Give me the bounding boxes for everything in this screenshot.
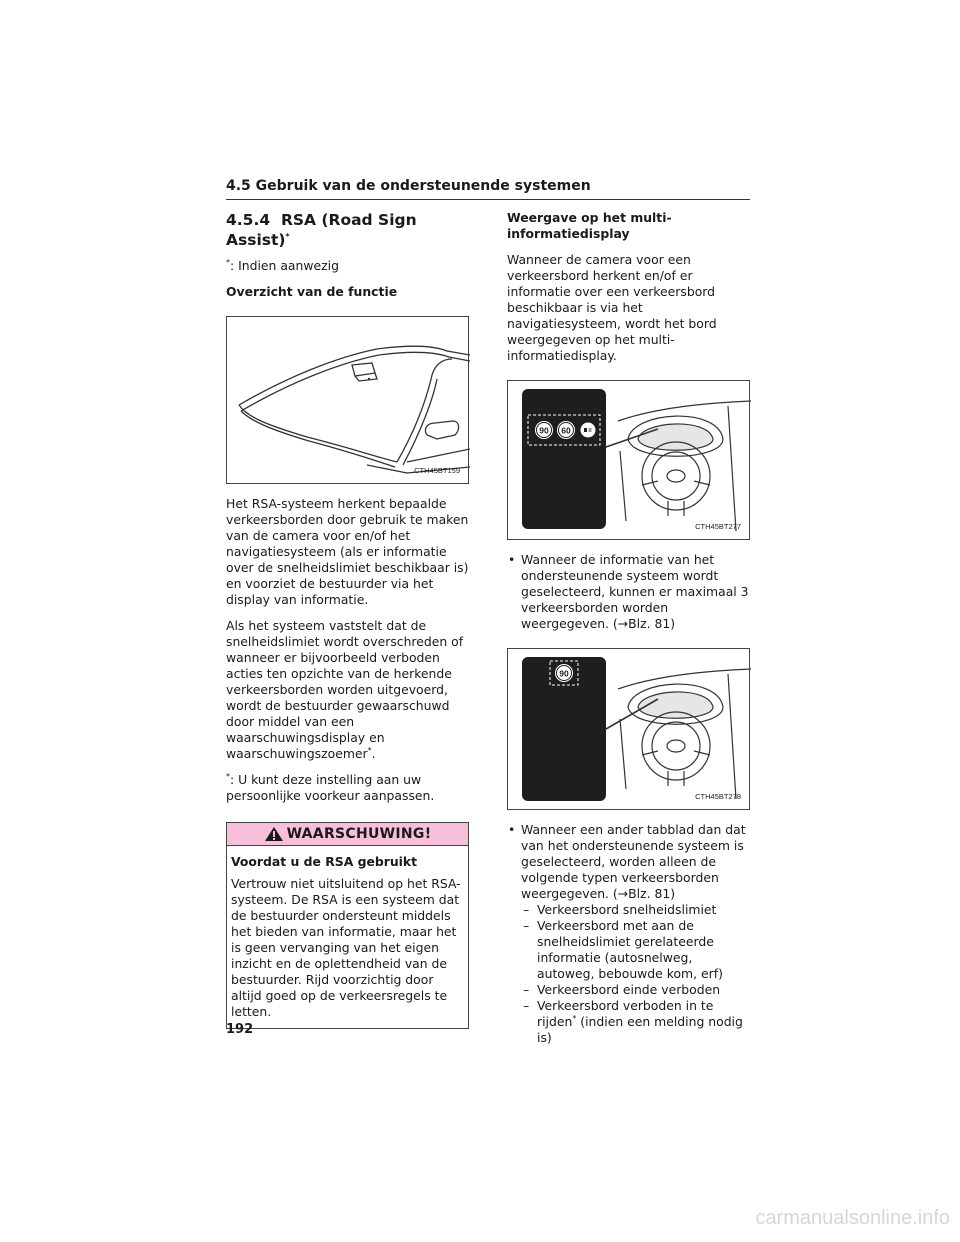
figure-label: CTH45BT278 — [695, 792, 741, 801]
warning-subheading: Voordat u de RSA gebruikt — [231, 854, 418, 869]
bullet-max-three-signs: • Wanneer de informatie van het ondersteunende systeem wordt geselecteerd, kunnen er maximaal 3 verkeersborden worden weergegeven. (→Blz. 81) — [507, 552, 750, 632]
display-intro: Wanneer de camera voor een verkeersbord herkent en/of er informatie over een verkeersbord beschikbaar is via het navigatiesysteem, wordt het bord weergegeven op het multi-informatiedisplay. — [507, 252, 717, 363]
windshield-drawing — [227, 317, 470, 483]
footnote-setting: *: U kunt deze instelling aan uw persoonlijke voorkeur aanpassen. — [226, 771, 435, 803]
heading-marker: * — [285, 231, 290, 241]
footnote-presence: *: Indien aanwezig — [226, 257, 339, 273]
section-header: 4.5 Gebruik van de ondersteunende systemen — [226, 178, 750, 200]
sign-types-list — [521, 902, 750, 1046]
bullet-other-tab: • Wanneer een ander tabblad dan dat van het ondersteunende systeem is geselecteerd, worden alleen de volgende typen verkeersborden weergegeven. (→Blz. 81) – Verkeersbord snelheidslimiet – Verkeersbord met aan de snelheidslimiet gerelateerde informatie (autosnelweg, autoweg, bebouwde kom, erf) – Verkeersbord einde verboden – Verkeersbord verboden in te rijden* (indien een melding nodig is) — [507, 822, 750, 1046]
watermark: carmanualsonline.info — [755, 1207, 950, 1229]
bullet-list — [507, 822, 750, 1046]
heading-number: 4.5.4 — [226, 211, 271, 229]
overview-heading: Overzicht van de functie — [226, 284, 398, 299]
paragraph-intro: Het RSA-systeem herkent bepaalde verkeersborden door gebruik te maken van de camera voor en/of het navigatiesysteem (als er informatie over de snelheidslimiet beschikbaar is) en voorziet de bestuurder via het display van informatie. — [226, 496, 469, 607]
warning-text: Vertrouw niet uitsluitend op het RSA-systeem. De RSA is een systeem dat de bestuurder ondersteunt middels het bieden van informatie, maar het is geen vervanging van het eigen inzicht en de oplettendheid van de bestuurder. Rijd voorzichtig door altijd goed op de verkeersregels te letten. — [231, 876, 461, 1019]
warning-triangle-icon — [264, 826, 284, 842]
page-title — [226, 210, 469, 250]
sign-90-text: 90 — [559, 668, 569, 679]
cockpit-three-signs-drawing — [508, 381, 751, 539]
left-column — [226, 206, 469, 1029]
display-heading: Weergave op het multi-informatiedisplay — [507, 210, 672, 241]
heading-title: RSA (Road Sign Assist) — [226, 211, 417, 249]
sign-60-text: 60 — [561, 425, 571, 436]
list-item: – Verkeersbord verboden in te rijden* (indien een melding nodig is) — [523, 998, 750, 1046]
figure-label: CTH45BT159 — [414, 466, 460, 475]
display-one-sign-illustration — [507, 648, 750, 810]
warning-box — [226, 822, 469, 1029]
warning-title: WAARSCHUWING! — [286, 826, 432, 842]
list-item: – Verkeersbord snelheidslimiet — [523, 902, 750, 918]
right-column — [507, 206, 750, 1056]
warning-header — [227, 823, 468, 846]
cockpit-one-sign-drawing — [508, 649, 751, 809]
paragraph-warning-info: Als het systeem vaststelt dat de snelheidslimiet wordt overschreden of wanneer er bijvoorbeeld verboden acties ten opzichte van de herkende verkeersborden worden uitgevoerd, wordt de bestuurder gewaarschuwd door middel van een waarschuwingsdisplay en waarschuwingszoemer*. — [226, 618, 464, 761]
sign-90-text: 90 — [539, 425, 549, 436]
bullet-list — [507, 552, 750, 632]
list-item: – Verkeersbord met aan de snelheidslimiet gerelateerde informatie (autosnelweg, autoweg, bebouwde kom, erf) — [523, 918, 750, 982]
warning-body — [227, 846, 468, 1028]
list-item: – Verkeersbord einde verboden — [523, 982, 750, 998]
figure-label: CTH45BT277 — [695, 522, 741, 531]
no-overtaking-sign — [581, 423, 596, 438]
page-number: 192 — [226, 1022, 254, 1037]
display-three-signs-illustration — [507, 380, 750, 540]
windshield-camera-illustration — [226, 316, 469, 484]
